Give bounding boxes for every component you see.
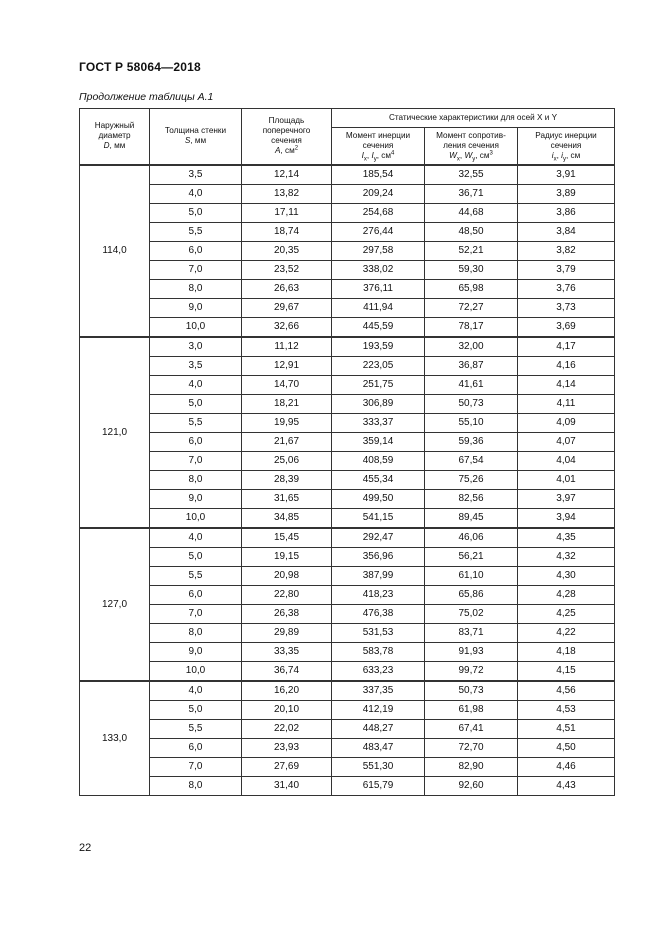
area-cell: 13,82 [242, 184, 332, 203]
section-modulus-cell: 46,06 [425, 528, 518, 548]
section-modulus-cell: 44,68 [425, 203, 518, 222]
wall-thickness-cell: 10,0 [150, 661, 242, 681]
section-modulus-cell: 59,36 [425, 432, 518, 451]
radius-of-gyration-cell: 4,17 [518, 337, 615, 357]
wall-thickness-cell: 4,0 [150, 528, 242, 548]
table-row [80, 566, 615, 585]
wall-thickness-cell: 10,0 [150, 317, 242, 337]
header-moment-of-inertia: Момент инерции сечения $I_x$, $I_y$, $см^4$ [332, 128, 425, 165]
radius-of-gyration-cell: 4,16 [518, 356, 615, 375]
radius-of-gyration-cell: 3,94 [518, 508, 615, 528]
moment-of-inertia-cell: 376,11 [332, 279, 425, 298]
table-row [80, 203, 615, 222]
section-modulus-cell: 48,50 [425, 222, 518, 241]
table-row [80, 317, 615, 337]
table-row [80, 642, 615, 661]
area-cell: 11,12 [242, 337, 332, 357]
radius-of-gyration-cell: 4,56 [518, 681, 615, 701]
outer-diameter-cell: 133,0 [80, 681, 150, 796]
header-section-modulus: Момент сопротив- ления сечения $W_x$, $W_y$, $см^3$ [425, 128, 518, 165]
area-cell: 22,02 [242, 719, 332, 738]
page-number: 22 [79, 842, 92, 854]
area-cell: 15,45 [242, 528, 332, 548]
wall-thickness-cell: 7,0 [150, 604, 242, 623]
area-cell: 25,06 [242, 451, 332, 470]
wall-thickness-cell: 5,5 [150, 222, 242, 241]
radius-of-gyration-cell: 4,32 [518, 547, 615, 566]
wall-thickness-cell: 4,0 [150, 375, 242, 394]
area-cell: 12,14 [242, 165, 332, 185]
moment-of-inertia-cell: 541,15 [332, 508, 425, 528]
wall-thickness-cell: 5,0 [150, 547, 242, 566]
radius-of-gyration-cell: 3,73 [518, 298, 615, 317]
moment-of-inertia-cell: 254,68 [332, 203, 425, 222]
wall-thickness-cell: 5,0 [150, 700, 242, 719]
wall-thickness-cell: 3,5 [150, 165, 242, 185]
header-wall-thickness: Толщина стенки S, мм [150, 109, 242, 165]
radius-of-gyration-cell: 4,14 [518, 375, 615, 394]
table-row [80, 432, 615, 451]
section-modulus-cell: 78,17 [425, 317, 518, 337]
table-row [80, 241, 615, 260]
section-modulus-cell: 32,55 [425, 165, 518, 185]
table-row [80, 719, 615, 738]
radius-of-gyration-cell: 4,11 [518, 394, 615, 413]
section-modulus-cell: 67,41 [425, 719, 518, 738]
section-modulus-cell: 36,87 [425, 356, 518, 375]
table-row [80, 585, 615, 604]
moment-of-inertia-cell: 476,38 [332, 604, 425, 623]
area-cell: 26,63 [242, 279, 332, 298]
wall-thickness-cell: 8,0 [150, 470, 242, 489]
moment-of-inertia-cell: 223,05 [332, 356, 425, 375]
moment-of-inertia-cell: 297,58 [332, 241, 425, 260]
radius-of-gyration-cell: 4,35 [518, 528, 615, 548]
section-modulus-cell: 55,10 [425, 413, 518, 432]
moment-of-inertia-cell: 387,99 [332, 566, 425, 585]
moment-of-inertia-cell: 483,47 [332, 738, 425, 757]
radius-of-gyration-cell: 4,04 [518, 451, 615, 470]
table-caption: Продолжение таблицы А.1 [79, 91, 214, 103]
moment-of-inertia-cell: 359,14 [332, 432, 425, 451]
moment-of-inertia-cell: 338,02 [332, 260, 425, 279]
radius-of-gyration-cell: 3,91 [518, 165, 615, 185]
moment-of-inertia-cell: 583,78 [332, 642, 425, 661]
radius-of-gyration-cell: 3,79 [518, 260, 615, 279]
radius-of-gyration-cell: 4,15 [518, 661, 615, 681]
radius-of-gyration-cell: 4,46 [518, 757, 615, 776]
wall-thickness-cell: 6,0 [150, 585, 242, 604]
section-modulus-cell: 65,86 [425, 585, 518, 604]
moment-of-inertia-cell: 333,37 [332, 413, 425, 432]
area-cell: 20,35 [242, 241, 332, 260]
area-cell: 36,74 [242, 661, 332, 681]
moment-of-inertia-cell: 418,23 [332, 585, 425, 604]
wall-thickness-cell: 6,0 [150, 241, 242, 260]
moment-of-inertia-cell: 306,89 [332, 394, 425, 413]
moment-of-inertia-cell: 193,59 [332, 337, 425, 357]
area-cell: 20,98 [242, 566, 332, 585]
table-row [80, 489, 615, 508]
section-modulus-cell: 52,21 [425, 241, 518, 260]
table-row [80, 700, 615, 719]
section-modulus-cell: 82,56 [425, 489, 518, 508]
section-modulus-cell: 75,26 [425, 470, 518, 489]
section-modulus-cell: 50,73 [425, 394, 518, 413]
area-cell: 31,65 [242, 489, 332, 508]
moment-of-inertia-cell: 185,54 [332, 165, 425, 185]
section-modulus-cell: 83,71 [425, 623, 518, 642]
wall-thickness-cell: 9,0 [150, 298, 242, 317]
wall-thickness-cell: 10,0 [150, 508, 242, 528]
table-row [80, 623, 615, 642]
radius-of-gyration-cell: 4,43 [518, 776, 615, 795]
wall-thickness-cell: 7,0 [150, 260, 242, 279]
moment-of-inertia-cell: 412,19 [332, 700, 425, 719]
wall-thickness-cell: 5,5 [150, 719, 242, 738]
document-id: ГОСТ Р 58064—2018 [79, 60, 201, 74]
radius-of-gyration-cell: 4,18 [518, 642, 615, 661]
section-modulus-cell: 61,10 [425, 566, 518, 585]
area-cell: 16,20 [242, 681, 332, 701]
area-cell: 20,10 [242, 700, 332, 719]
moment-of-inertia-cell: 209,24 [332, 184, 425, 203]
table-row [80, 165, 615, 185]
table-row [80, 451, 615, 470]
table-row [80, 528, 615, 548]
wall-thickness-cell: 7,0 [150, 757, 242, 776]
radius-of-gyration-cell: 4,07 [518, 432, 615, 451]
radius-of-gyration-cell: 3,69 [518, 317, 615, 337]
moment-of-inertia-cell: 276,44 [332, 222, 425, 241]
table-body [80, 165, 615, 796]
section-modulus-cell: 72,70 [425, 738, 518, 757]
wall-thickness-cell: 5,5 [150, 413, 242, 432]
wall-thickness-cell: 3,0 [150, 337, 242, 357]
radius-of-gyration-cell: 4,25 [518, 604, 615, 623]
wall-thickness-cell: 8,0 [150, 623, 242, 642]
wall-thickness-cell: 8,0 [150, 776, 242, 795]
wall-thickness-cell: 6,0 [150, 432, 242, 451]
wall-thickness-cell: 9,0 [150, 642, 242, 661]
table-row [80, 279, 615, 298]
area-cell: 22,80 [242, 585, 332, 604]
wall-thickness-cell: 5,0 [150, 203, 242, 222]
header-radius-of-gyration: Радиус инерции сечения $i_x$, $i_y$, см [518, 128, 615, 165]
moment-of-inertia-cell: 448,27 [332, 719, 425, 738]
radius-of-gyration-cell: 3,82 [518, 241, 615, 260]
moment-of-inertia-cell: 337,35 [332, 681, 425, 701]
section-modulus-cell: 72,27 [425, 298, 518, 317]
section-modulus-cell: 92,60 [425, 776, 518, 795]
header-outer-diameter: Наружный диаметр D, мм [80, 109, 150, 165]
section-modulus-cell: 67,54 [425, 451, 518, 470]
wall-thickness-cell: 4,0 [150, 184, 242, 203]
area-cell: 23,52 [242, 260, 332, 279]
table-row [80, 260, 615, 279]
area-cell: 29,67 [242, 298, 332, 317]
table-header [80, 109, 615, 165]
table-row [80, 738, 615, 757]
section-modulus-cell: 65,98 [425, 279, 518, 298]
section-modulus-cell: 61,98 [425, 700, 518, 719]
area-cell: 18,74 [242, 222, 332, 241]
area-cell: 34,85 [242, 508, 332, 528]
radius-of-gyration-cell: 4,09 [518, 413, 615, 432]
area-cell: 28,39 [242, 470, 332, 489]
radius-of-gyration-cell: 3,76 [518, 279, 615, 298]
wall-thickness-cell: 6,0 [150, 738, 242, 757]
section-modulus-cell: 50,73 [425, 681, 518, 701]
moment-of-inertia-cell: 551,30 [332, 757, 425, 776]
moment-of-inertia-cell: 633,23 [332, 661, 425, 681]
moment-of-inertia-cell: 356,96 [332, 547, 425, 566]
section-modulus-cell: 99,72 [425, 661, 518, 681]
moment-of-inertia-cell: 531,53 [332, 623, 425, 642]
table-row [80, 298, 615, 317]
table-row [80, 184, 615, 203]
table-row [80, 547, 615, 566]
radius-of-gyration-cell: 3,97 [518, 489, 615, 508]
wall-thickness-cell: 9,0 [150, 489, 242, 508]
outer-diameter-cell: 114,0 [80, 165, 150, 337]
section-modulus-cell: 56,21 [425, 547, 518, 566]
section-modulus-cell: 41,61 [425, 375, 518, 394]
area-cell: 32,66 [242, 317, 332, 337]
moment-of-inertia-cell: 408,59 [332, 451, 425, 470]
wall-thickness-cell: 7,0 [150, 451, 242, 470]
table-row [80, 375, 615, 394]
radius-of-gyration-cell: 4,50 [518, 738, 615, 757]
section-modulus-cell: 59,30 [425, 260, 518, 279]
table-row [80, 413, 615, 432]
radius-of-gyration-cell: 4,53 [518, 700, 615, 719]
area-cell: 27,69 [242, 757, 332, 776]
moment-of-inertia-cell: 445,59 [332, 317, 425, 337]
radius-of-gyration-cell: 3,86 [518, 203, 615, 222]
moment-of-inertia-cell: 615,79 [332, 776, 425, 795]
radius-of-gyration-cell: 4,51 [518, 719, 615, 738]
wall-thickness-cell: 4,0 [150, 681, 242, 701]
table-row [80, 604, 615, 623]
wall-thickness-cell: 5,5 [150, 566, 242, 585]
table-row [80, 681, 615, 701]
area-cell: 18,21 [242, 394, 332, 413]
moment-of-inertia-cell: 251,75 [332, 375, 425, 394]
area-cell: 23,93 [242, 738, 332, 757]
wall-thickness-cell: 5,0 [150, 394, 242, 413]
area-cell: 19,95 [242, 413, 332, 432]
section-modulus-cell: 36,71 [425, 184, 518, 203]
radius-of-gyration-cell: 4,01 [518, 470, 615, 489]
moment-of-inertia-cell: 411,94 [332, 298, 425, 317]
radius-of-gyration-cell: 4,30 [518, 566, 615, 585]
section-modulus-cell: 75,02 [425, 604, 518, 623]
area-cell: 31,40 [242, 776, 332, 795]
radius-of-gyration-cell: 4,28 [518, 585, 615, 604]
moment-of-inertia-cell: 292,47 [332, 528, 425, 548]
outer-diameter-cell: 121,0 [80, 337, 150, 528]
outer-diameter-cell: 127,0 [80, 528, 150, 681]
area-cell: 21,67 [242, 432, 332, 451]
table-row [80, 394, 615, 413]
table-row [80, 661, 615, 681]
area-cell: 33,35 [242, 642, 332, 661]
section-modulus-cell: 32,00 [425, 337, 518, 357]
table-row [80, 508, 615, 528]
table-row [80, 757, 615, 776]
radius-of-gyration-cell: 4,22 [518, 623, 615, 642]
radius-of-gyration-cell: 3,84 [518, 222, 615, 241]
area-cell: 14,70 [242, 375, 332, 394]
table-row [80, 356, 615, 375]
area-cell: 29,89 [242, 623, 332, 642]
wall-thickness-cell: 3,5 [150, 356, 242, 375]
table-row [80, 222, 615, 241]
moment-of-inertia-cell: 499,50 [332, 489, 425, 508]
wall-thickness-cell: 8,0 [150, 279, 242, 298]
radius-of-gyration-cell: 3,89 [518, 184, 615, 203]
section-modulus-cell: 82,90 [425, 757, 518, 776]
area-cell: 12,91 [242, 356, 332, 375]
properties-table [79, 108, 615, 796]
area-cell: 26,38 [242, 604, 332, 623]
header-area: Площадь поперечного сечения A, $см^2$ [242, 109, 332, 165]
area-cell: 17,11 [242, 203, 332, 222]
section-modulus-cell: 91,93 [425, 642, 518, 661]
header-static-characteristics: Статические характеристики для осей X и Y [332, 109, 615, 128]
table-row [80, 776, 615, 795]
table-row [80, 470, 615, 489]
area-cell: 19,15 [242, 547, 332, 566]
section-modulus-cell: 89,45 [425, 508, 518, 528]
table-row [80, 337, 615, 357]
moment-of-inertia-cell: 455,34 [332, 470, 425, 489]
